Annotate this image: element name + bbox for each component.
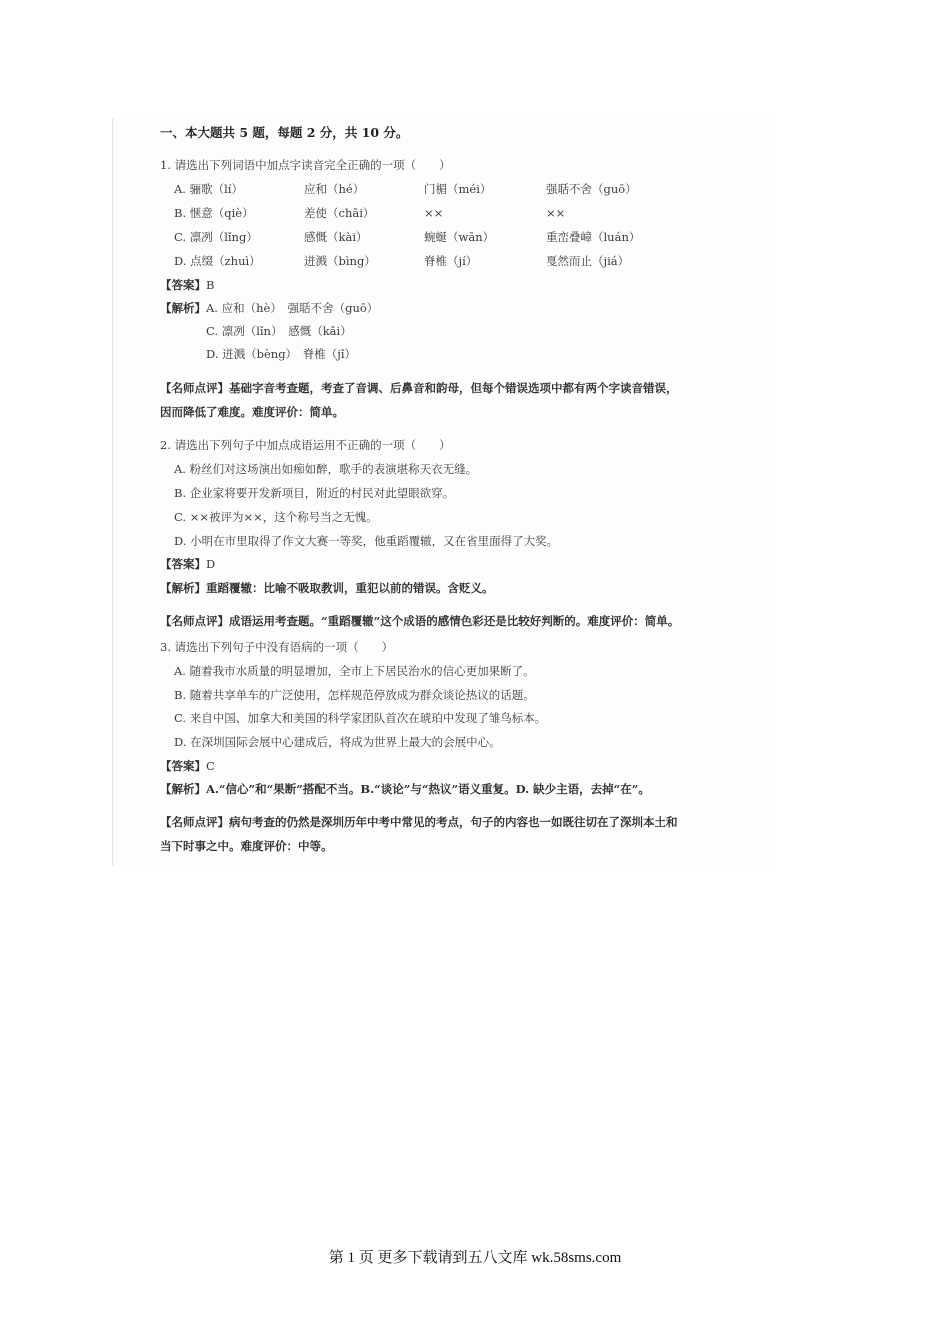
q2-option-c: C. ××被评为××，这个称号当之无愧。 xyxy=(174,510,378,524)
q2-option-d: D. 小明在市里取得了作文大赛一等奖，他重蹈覆辙，又在省里面得了大奖。 xyxy=(174,534,559,548)
q1-d-3: 脊椎（jí） xyxy=(424,254,478,268)
q1-d-2: 迸溅（bìng） xyxy=(304,254,376,268)
q2-answer-label: 【答案】 xyxy=(160,557,206,571)
q2-comment-label: 【名师点评】 xyxy=(160,614,229,628)
q2-analysis-text: 重蹈覆辙：比喻不吸取教训，重犯以前的错误。含贬义。 xyxy=(206,581,494,595)
q1-b-2: 差使（chāi） xyxy=(304,206,375,220)
q2-option-b: B. 企业家将要开发新项目，附近的村民对此望眼欲穿。 xyxy=(174,486,455,500)
q1-comment xyxy=(160,381,678,395)
q2-comment xyxy=(160,614,679,628)
q1-c-4: 重峦叠嶂（luán） xyxy=(546,230,641,244)
q3-comment-line-2: 当下时事之中。难度评价：中等。 xyxy=(160,839,333,853)
q3-option-c: C. 来自中国、加拿大和美国的科学家团队首次在琥珀中发现了雏鸟标本。 xyxy=(174,711,547,725)
q1-comment-label: 【名师点评】 xyxy=(160,381,229,395)
q1-comment-line-1: 基础字音考查题，考查了音调、后鼻音和韵母，但每个错误选项中都有两个字读音错误， xyxy=(229,381,678,395)
q1-comment-line-2: 因而降低了难度。难度评价：简单。 xyxy=(160,405,344,419)
q2-answer-value: D xyxy=(206,557,216,571)
section-heading: 一、本大题共 5 题，每题 2 分，共 10 分。 xyxy=(160,125,409,140)
q2-analysis-label: 【解析】 xyxy=(160,581,206,595)
q1-d-1: D. 点缀（zhuì） xyxy=(174,254,261,268)
q3-analysis xyxy=(160,782,650,796)
q1-c-1: C. 凛冽（lǐng） xyxy=(174,230,258,244)
q2-answer xyxy=(160,557,215,571)
q3-answer-value: C xyxy=(206,759,215,773)
q1-analysis xyxy=(160,301,378,315)
q3-comment-line-1: 病句考查的仍然是深圳历年中考中常见的考点，句子的内容也一如既往切在了深圳本土和 xyxy=(229,815,678,829)
page-footer: 第 1 页 更多下载请到五八文库 wk.58sms.com xyxy=(328,1250,622,1266)
q1-analysis-line-1: A. 应和（hè） 强聒不舍（guō） xyxy=(206,301,379,315)
q1-a-3: 门楣（méi） xyxy=(424,182,492,196)
q1-a-4: 强聒不舍（guō） xyxy=(546,182,637,196)
q1-answer xyxy=(160,278,214,292)
q1-d-4: 戛然而止（jiá） xyxy=(546,254,630,268)
q1-stem: 1. 请选出下列词语中加点字读音完全正确的一项（ ） xyxy=(160,158,451,172)
q2-analysis xyxy=(160,581,494,595)
q2-comment-text: 成语运用考查题。“重蹈覆辙”这个成语的感情色彩还是比较好判断的。难度评价：简单。 xyxy=(229,614,680,628)
q3-analysis-text: A.“信心”和“果断”搭配不当。B.“谈论”与“热议”语义重复。D. 缺少主语，去掉“在”。 xyxy=(206,782,650,796)
q1-b-1: B. 惬意（qiè） xyxy=(174,206,254,220)
q3-answer xyxy=(160,759,215,773)
q1-c-2: 感慨（kài） xyxy=(304,230,368,244)
q2-option-a: A. 粉丝们对这场演出如痴如醉，歌手的表演堪称天衣无缝。 xyxy=(174,462,478,476)
q3-option-a: A. 随着我市水质量的明显增加，全市上下居民治水的信心更加果断了。 xyxy=(174,664,535,678)
q1-answer-value: B xyxy=(206,278,215,292)
q3-comment-label: 【名师点评】 xyxy=(160,815,229,829)
q1-analysis-label: 【解析】 xyxy=(160,301,206,315)
q2-stem: 2. 请选出下列句子中加点成语运用不正确的一项（ ） xyxy=(160,438,451,452)
q1-answer-label: 【答案】 xyxy=(160,278,206,292)
q1-c-3: 蜿蜒（wān） xyxy=(424,230,495,244)
q3-answer-label: 【答案】 xyxy=(160,759,206,773)
q3-stem: 3. 请选出下列句子中没有语病的一项（ ） xyxy=(160,640,394,654)
q3-option-b: B. 随着共享单车的广泛使用，怎样规范停放成为群众谈论热议的话题。 xyxy=(174,688,535,702)
q3-comment xyxy=(160,815,678,829)
q1-b-4: ×× xyxy=(546,206,566,220)
q1-a-2: 应和（hé） xyxy=(304,182,365,196)
q1-a-1: A. 骊歌（lí） xyxy=(174,182,243,196)
q1-analysis-line-3: D. 迸溅（bèng） 脊椎（jǐ） xyxy=(206,347,357,361)
q1-b-3: ×× xyxy=(424,206,444,220)
q3-analysis-label: 【解析】 xyxy=(160,782,206,796)
q1-analysis-line-2: C. 凛冽（lǐn） 感慨（kǎi） xyxy=(206,324,352,338)
q3-option-d: D. 在深圳国际会展中心建成后，将成为世界上最大的会展中心。 xyxy=(174,735,501,749)
